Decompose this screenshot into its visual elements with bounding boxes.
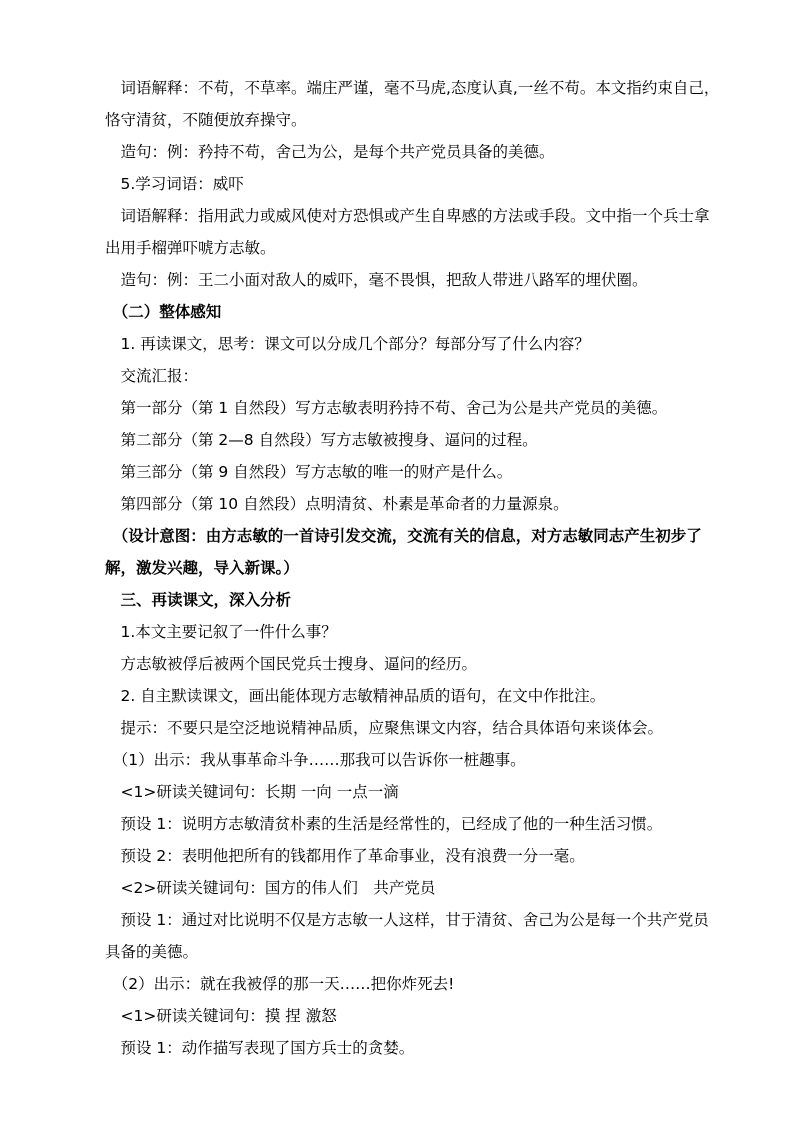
paragraph-line: 恪守清贫，不随便放弃操守。 <box>105 111 307 129</box>
paragraph-line: 1.本文主要记叙了一件什么事？ <box>105 623 337 641</box>
paragraph-line: <2>研读关键词句：国方的伟人们 共产党员 <box>105 879 436 897</box>
paragraph-line: 预设 1：通过对比说明不仅是方志敏一人这样，甘于清贫、舍己为公是每一个共产党员 <box>105 911 709 929</box>
paragraph-line: 出用手榴弹吓唬方志敏。 <box>105 239 276 257</box>
paragraph-line: 造句：例：矜持不苟，舍己为公，是每个共产党员具备的美德。 <box>105 143 555 161</box>
section-heading: （二）整体感知 <box>105 303 222 321</box>
paragraph-line: 交流汇报： <box>105 367 199 385</box>
paragraph-line: <1>研读关键词句：长期 一向 一点一滴 <box>105 783 399 801</box>
paragraph-line: 第三部分（第 9 自然段）写方志敏的唯一的财产是什么。 <box>105 463 513 481</box>
paragraph-line: 5.学习词语：威吓 <box>105 175 244 193</box>
paragraph-line: （2）出示：就在我被俘的那一天……把你炸死去! <box>105 975 455 993</box>
paragraph-line: 2. 自主默读课文，画出能体现方志敏精神品质的语句，在文中作批注。 <box>105 687 606 705</box>
paragraph-line: 具备的美德。 <box>105 943 199 961</box>
section-heading: 三、再读课文，深入分析 <box>105 591 292 609</box>
paragraph-line: 第一部分（第 1 自然段）写方志敏表明矜持不苟、舍己为公是共产党员的美德。 <box>105 399 668 417</box>
paragraph-line: 方志敏被俘后被两个国民党兵士搜身、逼问的经历。 <box>105 655 478 673</box>
paragraph-line: 词语解释：指用武力或威风使对方恐惧或产生自卑感的方法或手段。文中指一个兵士拿 <box>105 207 710 225</box>
design-intent-note: 解，激发兴趣，导入新课。） <box>105 559 299 577</box>
paragraph-line: 第四部分（第 10 自然段）点明清贫、朴素是革命者的力量源泉。 <box>105 495 569 513</box>
paragraph-line: 预设 2：表明他把所有的钱都用作了革命事业，没有浪费一分一毫。 <box>105 847 585 865</box>
paragraph-line: （1）出示：我从事革命斗争……那我可以告诉你一桩趣事。 <box>105 751 526 769</box>
paragraph-line: 预设 1：说明方志敏清贫朴素的生活是经常性的，已经成了他的一种生活习惯。 <box>105 815 663 833</box>
paragraph-line: 词语解释：不苟，不草率。端庄严谨，毫不马虎,态度认真,一丝不苟。本文指约束自己， <box>105 79 720 97</box>
paragraph-line: <1>研读关键词句：摸 捏 激怒 <box>105 1007 337 1025</box>
document-body <box>105 72 730 1064</box>
paragraph-line: 提示：不要只是空泛地说精神品质，应聚焦课文内容，结合具体语句来谈体会。 <box>105 719 664 737</box>
paragraph-line: 第二部分（第 2—8 自然段）写方志敏被搜身、逼问的过程。 <box>105 431 538 449</box>
paragraph-line: 预设 1：动作描写表现了国方兵士的贪婪。 <box>105 1039 415 1057</box>
paragraph-line: 1. 再读课文，思考：课文可以分成几个部分？每部分写了什么内容？ <box>105 335 590 353</box>
design-intent-note: （设计意图：由方志敏的一首诗引发交流，交流有关的信息，对方志敏同志产生初步了 <box>105 527 702 545</box>
paragraph-line: 造句：例：王二小面对敌人的威吓，毫不畏惧，把敌人带进八路军的埋伏圈。 <box>105 271 648 289</box>
